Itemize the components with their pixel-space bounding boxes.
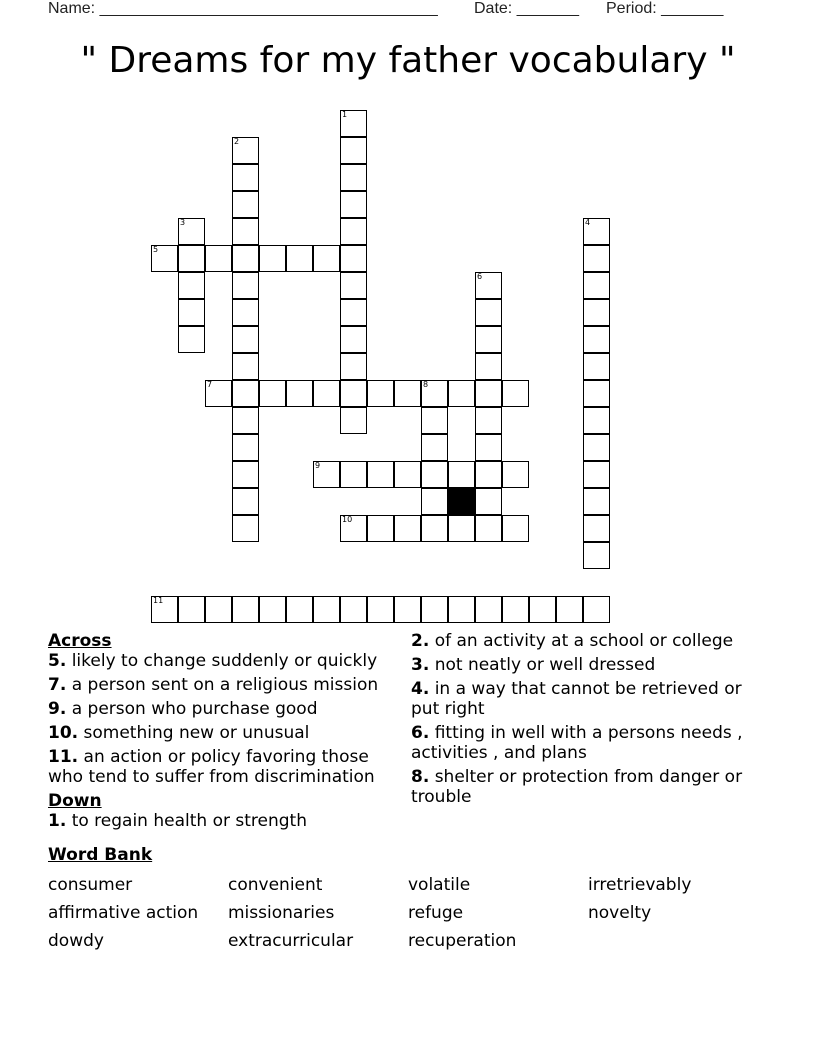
crossword-cell[interactable] — [340, 272, 367, 299]
crossword-cell[interactable] — [232, 218, 259, 245]
across-clue-list — [48, 651, 398, 787]
clue-number: 1 — [342, 110, 348, 119]
crossword-cell[interactable] — [340, 218, 367, 245]
crossword-cell[interactable] — [178, 245, 205, 272]
crossword-cell[interactable] — [232, 299, 259, 326]
crossword-cell[interactable] — [583, 461, 610, 488]
clue-number-label: 9. — [48, 699, 67, 719]
crossword-cell[interactable] — [232, 596, 259, 623]
crossword-cell[interactable] — [475, 380, 502, 407]
clue-number-label: 11. — [48, 747, 79, 767]
crossword-cell[interactable] — [232, 380, 259, 407]
down-clue — [411, 767, 761, 807]
crossword-cell[interactable] — [340, 461, 367, 488]
crossword-cell[interactable] — [448, 380, 475, 407]
word-bank-word: affirmative action — [48, 903, 199, 923]
crossword-cell[interactable] — [259, 596, 286, 623]
clue-text: in a way that cannot be retrieved or put right — [411, 679, 742, 719]
clue-number: 8 — [423, 380, 429, 389]
crossword-cell[interactable] — [394, 596, 421, 623]
crossword-cell[interactable] — [232, 191, 259, 218]
crossword-cell[interactable] — [421, 515, 448, 542]
crossword-cell[interactable] — [421, 596, 448, 623]
name-field-label[interactable]: Name: ______________________________________ — [48, 0, 438, 17]
page-title: " Dreams for my father vocabulary " — [80, 40, 736, 81]
crossword-cell[interactable] — [502, 596, 529, 623]
crossword-cell[interactable] — [367, 461, 394, 488]
crossword-cell[interactable] — [340, 596, 367, 623]
crossword-cell[interactable] — [178, 299, 205, 326]
clue-number-label: 6. — [411, 723, 430, 743]
crossword-cell[interactable] — [232, 137, 259, 164]
word-bank-word: extracurricular — [228, 931, 354, 951]
crossword-cell[interactable] — [502, 380, 529, 407]
crossword-cell[interactable] — [340, 137, 367, 164]
crossword-cell[interactable] — [475, 326, 502, 353]
crossword-cell[interactable] — [340, 191, 367, 218]
clue-text: a person who purchase good — [66, 699, 318, 719]
across-clue — [48, 699, 398, 719]
clue-number: 11 — [153, 596, 164, 605]
crossword-cell[interactable] — [583, 596, 610, 623]
crossword-cell[interactable] — [583, 245, 610, 272]
crossword-cell[interactable] — [340, 164, 367, 191]
crossword-cell[interactable] — [475, 488, 502, 515]
crossword-cell[interactable] — [313, 596, 340, 623]
clue-number-label: 1. — [48, 811, 67, 831]
crossword-cell[interactable] — [232, 461, 259, 488]
across-clue — [48, 675, 398, 695]
crossword-cell[interactable] — [583, 542, 610, 569]
down-clue-list-left — [48, 811, 398, 831]
crossword-cell[interactable] — [232, 326, 259, 353]
clue-text: of an activity at a school or college — [429, 631, 734, 651]
crossword-cell[interactable] — [583, 488, 610, 515]
crossword-cell[interactable] — [583, 326, 610, 353]
crossword-cell[interactable] — [367, 515, 394, 542]
down-clue — [411, 679, 761, 719]
crossword-cell[interactable] — [475, 353, 502, 380]
crossword-cell[interactable] — [583, 515, 610, 542]
crossword-black-cell — [448, 488, 475, 515]
crossword-cell[interactable] — [259, 380, 286, 407]
crossword-cell[interactable] — [340, 407, 367, 434]
crossword-cell[interactable] — [421, 434, 448, 461]
crossword-cell[interactable] — [421, 488, 448, 515]
crossword-cell[interactable] — [205, 380, 232, 407]
crossword-cell[interactable] — [583, 218, 610, 245]
crossword-cell[interactable] — [475, 407, 502, 434]
clue-number: 4 — [585, 218, 591, 227]
crossword-cell[interactable] — [421, 380, 448, 407]
crossword-cell[interactable] — [232, 164, 259, 191]
across-clue — [48, 651, 398, 671]
clue-text: shelter or protection from danger or trouble — [411, 767, 743, 807]
across-heading: Across — [48, 631, 112, 651]
crossword-cell[interactable] — [583, 380, 610, 407]
period-field-label[interactable]: Period: _______ — [606, 0, 724, 17]
clues-left-column — [48, 631, 398, 835]
crossword-cell[interactable] — [340, 353, 367, 380]
crossword-cell[interactable] — [286, 245, 313, 272]
crossword-cell[interactable] — [232, 434, 259, 461]
crossword-cell[interactable] — [475, 272, 502, 299]
crossword-cell[interactable] — [448, 596, 475, 623]
crossword-cell[interactable] — [583, 299, 610, 326]
crossword-cell[interactable] — [583, 272, 610, 299]
down-clue — [411, 631, 761, 651]
word-bank-word: recuperation — [408, 931, 517, 951]
date-field-label[interactable]: Date: _______ — [474, 0, 579, 17]
crossword-cell[interactable] — [232, 353, 259, 380]
crossword-cell[interactable] — [340, 245, 367, 272]
clue-number: 2 — [234, 137, 240, 146]
word-bank-word: convenient — [228, 875, 323, 895]
word-bank-word: consumer — [48, 875, 133, 895]
clue-text: to regain health or strength — [66, 811, 307, 831]
clue-number-label: 5. — [48, 651, 67, 671]
crossword-cell[interactable] — [178, 596, 205, 623]
crossword-cell[interactable] — [151, 245, 178, 272]
crossword-cell[interactable] — [475, 299, 502, 326]
crossword-cell[interactable] — [475, 434, 502, 461]
crossword-cell[interactable] — [448, 461, 475, 488]
across-clue — [48, 723, 398, 743]
crossword-cell[interactable] — [313, 380, 340, 407]
clues-right-column — [411, 631, 761, 811]
crossword-cell[interactable] — [583, 353, 610, 380]
clue-number: 10 — [342, 515, 353, 524]
crossword-cell[interactable] — [232, 515, 259, 542]
crossword-cell[interactable] — [502, 461, 529, 488]
crossword-cell[interactable] — [205, 245, 232, 272]
clue-text: a person sent on a religious mission — [66, 675, 379, 695]
crossword-cell[interactable] — [394, 380, 421, 407]
crossword-cell[interactable] — [286, 380, 313, 407]
clue-number-label: 4. — [411, 679, 430, 699]
crossword-cell[interactable] — [259, 245, 286, 272]
crossword-cell[interactable] — [151, 596, 178, 623]
crossword-cell[interactable] — [313, 245, 340, 272]
clue-text: likely to change suddenly or quickly — [66, 651, 378, 671]
clue-number-label: 8. — [411, 767, 430, 787]
word-bank-word: irretrievably — [588, 875, 692, 895]
crossword-cell[interactable] — [421, 407, 448, 434]
down-heading: Down — [48, 791, 102, 811]
across-clue — [48, 747, 398, 787]
crossword-cell[interactable] — [232, 407, 259, 434]
clue-text: something new or unusual — [78, 723, 310, 743]
crossword-cell[interactable] — [421, 461, 448, 488]
word-bank-word: dowdy — [48, 931, 104, 951]
word-bank-title: Word Bank — [48, 845, 153, 865]
crossword-cell[interactable] — [502, 515, 529, 542]
clue-number-label: 2. — [411, 631, 430, 651]
clue-text: not neatly or well dressed — [429, 655, 656, 675]
crossword-cell[interactable] — [475, 515, 502, 542]
crossword-cell[interactable] — [394, 515, 421, 542]
clue-number: 6 — [477, 272, 483, 281]
down-clue — [411, 723, 761, 763]
down-clue — [411, 655, 761, 675]
crossword-cell[interactable] — [583, 407, 610, 434]
crossword-cell[interactable] — [448, 515, 475, 542]
crossword-cell[interactable] — [205, 596, 232, 623]
down-clue-list-right — [411, 631, 761, 807]
crossword-cell[interactable] — [556, 596, 583, 623]
crossword-cell[interactable] — [529, 596, 556, 623]
clue-number-label: 3. — [411, 655, 430, 675]
clue-number-label: 7. — [48, 675, 67, 695]
word-bank-word: volatile — [408, 875, 471, 895]
crossword-cell[interactable] — [340, 110, 367, 137]
crossword-cell[interactable] — [340, 380, 367, 407]
crossword-cell[interactable] — [367, 380, 394, 407]
crossword-cell[interactable] — [232, 272, 259, 299]
crossword-cell[interactable] — [178, 326, 205, 353]
crossword-cell[interactable] — [367, 596, 394, 623]
clue-number-label: 10. — [48, 723, 79, 743]
word-bank-word: refuge — [408, 903, 464, 923]
word-bank-word: novelty — [588, 903, 652, 923]
crossword-cell[interactable] — [583, 434, 610, 461]
crossword-cell[interactable] — [475, 596, 502, 623]
down-clue — [48, 811, 398, 831]
word-bank-word: missionaries — [228, 903, 335, 923]
crossword-cell[interactable] — [232, 245, 259, 272]
clue-text: fitting in well with a persons needs , activities , and plans — [411, 723, 743, 763]
crossword-cell[interactable] — [178, 218, 205, 245]
clue-number: 9 — [315, 461, 321, 470]
crossword-cell[interactable] — [340, 326, 367, 353]
clue-number: 7 — [207, 380, 213, 389]
clue-number: 5 — [153, 245, 159, 254]
crossword-cell[interactable] — [286, 596, 313, 623]
clue-number: 3 — [180, 218, 186, 227]
crossword-cell[interactable] — [340, 515, 367, 542]
crossword-cell[interactable] — [340, 299, 367, 326]
crossword-cell[interactable] — [475, 461, 502, 488]
crossword-cell[interactable] — [178, 272, 205, 299]
clue-text: an action or policy favoring those who tend to suffer from discrimination — [48, 747, 375, 787]
crossword-cell[interactable] — [313, 461, 340, 488]
crossword-cell[interactable] — [232, 488, 259, 515]
crossword-cell[interactable] — [394, 461, 421, 488]
